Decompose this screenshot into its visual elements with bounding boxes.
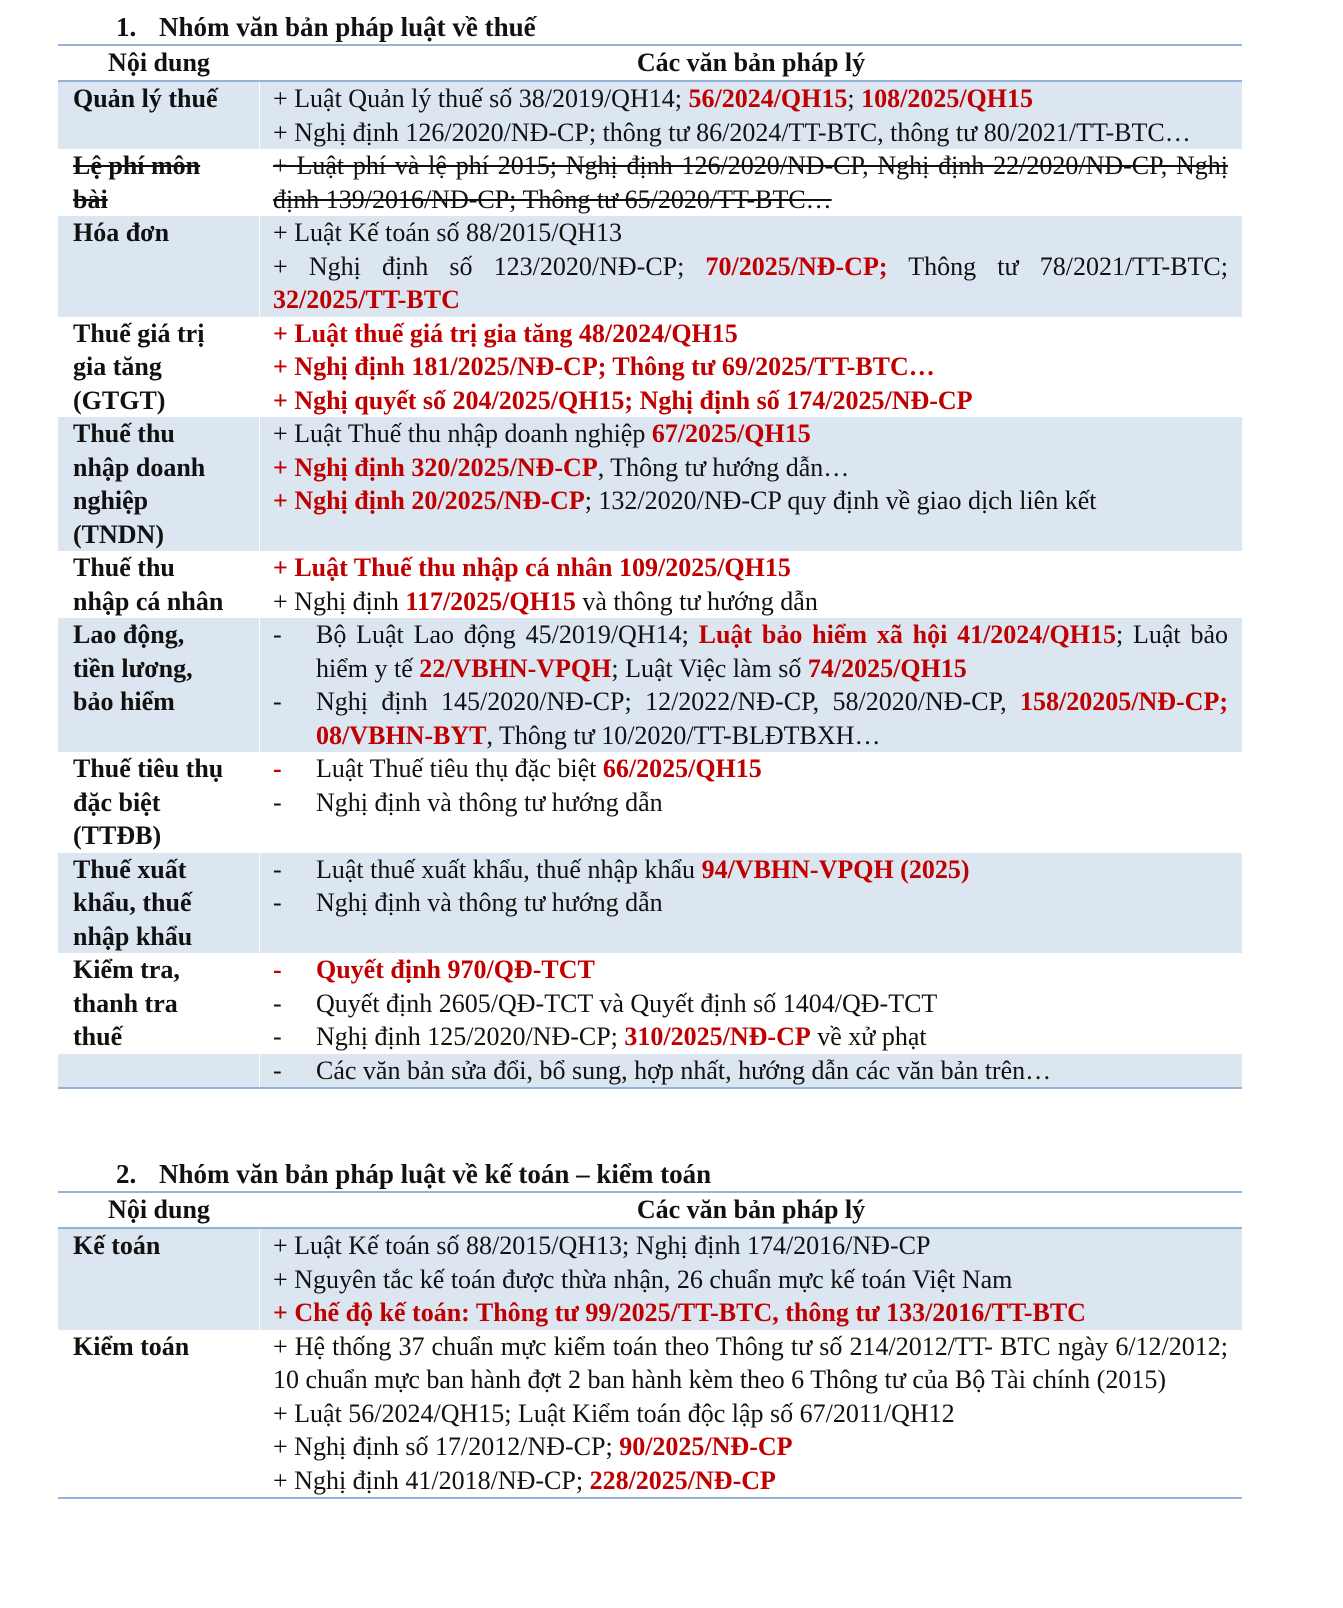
highlighted-document: + Luật Thuế thu nhập cá nhân 109/2025/QH15 [273,553,791,582]
document-text-segment: Luật thuế xuất khẩu, thuế nhập khẩu [316,854,702,884]
row-label-line: đặc biệt [73,787,161,817]
bullet-dash: - [273,687,282,716]
bullet-dash: - [273,787,282,817]
document-item [273,1263,1228,1297]
bullet-dash: - [273,754,282,783]
document-item [273,451,1228,485]
highlighted-document: 310/2025/NĐ-CP [624,1022,811,1051]
highlighted-document: 32/2025/TT-BTC [273,285,460,314]
row-label-line: tiền lương, [73,653,193,683]
row-label-line: Thuế thu [73,553,175,582]
row-documents [260,1054,1242,1088]
highlighted-document: 66/2025/QH15 [602,754,762,783]
document-text-segment: ; Luật bảo hiểm y tế [316,620,1228,683]
document-item [273,853,1228,887]
document-item [273,551,1228,585]
highlighted-document: 108/2025/QH15 [861,84,1034,113]
bullet-dash: - [273,1022,282,1051]
document-text-segment: + Luật Quản lý thuế số 38/2019/QH14; [273,84,689,113]
table-header [58,46,1242,82]
table-row [58,953,1242,1054]
row-label [58,82,260,149]
document-item [273,82,1228,116]
tax-law-section [58,10,1242,1089]
document-text-segment: Quyết định 2605/QĐ-TCT và Quyết định số 1404/QĐ-TCT [316,988,938,1018]
row-label [58,149,260,216]
row-label [58,551,260,618]
table-row [58,1330,1242,1500]
bullet-dash: - [273,1055,282,1085]
document-item [273,384,1228,418]
row-label-line: thanh tra [73,988,178,1018]
document-item [273,618,1228,685]
row-documents [260,82,1242,149]
table-row [58,317,1242,418]
document-text-segment: Nghị định và thông tư hướng dẫn [316,888,663,917]
row-label [58,953,260,1054]
highlighted-document: 74/2025/QH15 [807,653,967,683]
document-item [273,1296,1228,1330]
row-label-line: nhập cá nhân [73,586,224,616]
document-item [273,216,1228,250]
document-text-segment: Luật Thuế tiêu thụ đặc biệt [316,754,603,783]
row-documents [260,551,1242,618]
highlighted-document: + Nghị định 320/2025/NĐ-CP [273,452,598,482]
row-label-line: khẩu, thuế [73,888,192,917]
highlighted-document: 158/20205/NĐ-CP; 08/VBHN-BYT [316,687,1228,750]
row-label-line: bài [73,184,108,214]
row-label-line: nghiệp [73,486,149,515]
bullet-dash: - [273,854,282,884]
table-row [58,618,1242,752]
document-text-segment: ; [847,84,862,113]
row-documents [260,853,1242,954]
header-content: Nội dung [108,48,210,77]
row-label-line: nhập khẩu [73,921,193,951]
row-label [58,853,260,954]
document-text-segment: + Luật Kế toán số 88/2015/QH13 [273,218,623,247]
accounting-audit-law-section [58,1157,1242,1499]
row-label-line: bảo hiểm [73,687,175,716]
bullet-dash: - [273,988,282,1018]
document-text-segment: Nghị định 145/2020/NĐ-CP; 12/2022/NĐ-CP, 58/2020/NĐ-CP, [316,687,1021,716]
document-text-segment: + Nghị định số 17/2012/NĐ-CP; [273,1432,620,1461]
row-documents [260,752,1242,853]
row-label-line: Thuế tiêu thụ [73,754,224,783]
document-text [316,685,1228,752]
document-item [273,1330,1228,1397]
document-text [316,1054,1228,1088]
document-text-segment: , Thông tư hướng dẫn… [597,452,850,482]
document-item [273,585,1228,619]
document-item [273,484,1228,518]
row-label [58,618,260,752]
row-label [58,216,260,317]
row-label-line: Quản lý thuế [73,84,218,113]
section-title-text: Nhóm văn bản pháp luật về thuế [159,12,536,42]
table-row [58,1229,1242,1330]
document-text-segment: Nghị định và thông tư hướng dẫn [316,787,663,817]
document-item [273,786,1228,820]
document-item [273,1054,1228,1088]
document-item [273,953,1228,987]
header-content: Nội dung [108,1195,210,1224]
table-row [58,853,1242,954]
highlighted-document: 70/2025/NĐ-CP; [705,251,888,281]
header-legal-documents: Các văn bản pháp lý [636,1195,866,1224]
highlighted-document: Quyết định 970/QĐ-TCT [316,955,595,984]
highlighted-document: Luật bảo hiểm xã hội 41/2024/QH15 [698,620,1116,649]
document-text-segment: + Luật Thuế thu nhập doanh nghiệp [273,419,652,448]
document-text-segment: ; Luật Việc làm số [611,653,808,683]
highlighted-document: 90/2025/NĐ-CP [619,1432,793,1461]
row-label-line: Thuế thu [73,419,175,448]
row-documents [260,417,1242,551]
row-label-line: (TNDN) [73,519,164,549]
table-header [58,1193,1242,1229]
document-item [273,116,1228,150]
highlighted-document: 67/2025/QH15 [651,419,811,448]
section-number: 1. [116,12,137,42]
document-item [273,1430,1228,1464]
row-label [58,317,260,418]
row-label-line: Kiểm toán [73,1331,190,1361]
table-row [58,216,1242,317]
row-label [58,1330,260,1498]
row-documents [260,1330,1242,1498]
document-text [316,886,1228,920]
document-text-segment: + Luật 56/2024/QH15; Luật Kiểm toán độc lập số 67/2011/QH12 [273,1398,955,1428]
document-text-segment: + Nghị định 126/2020/NĐ-CP; thông tư 86/2024/TT-BTC, thông tư 80/2021/TT-BTC… [273,117,1191,147]
document-text-segment: + Hệ thống 37 chuẩn mực kiểm toán theo Thông tư số 214/2012/TT- BTC ngày 6/12/2012; 10 chuẩn mực ban hành đợt 2 ban hành kèm theo 6 Thông tư của Bộ Tài chính (2015) [273,1331,1228,1394]
document-text-segment: + Nghị định số 123/2020/NĐ-CP; [273,251,706,281]
highlighted-document: + Nghị quyết số 204/2025/QH15; Nghị định số 174/2025/NĐ-CP [273,385,973,415]
document-text [316,786,1228,820]
document-text-segment: Các văn bản sửa đổi, bổ sung, hợp nhất, hướng dẫn các văn bản trên… [316,1055,1052,1085]
section-number: 2. [116,1159,137,1189]
document-text [316,1020,1228,1054]
header-legal-documents: Các văn bản pháp lý [636,48,866,77]
document-item [273,1464,1228,1498]
table-row [58,82,1242,149]
row-label-line: Lệ phí môn [73,151,201,180]
document-text-segment: Thông tư 78/2021/TT-BTC; [887,251,1228,281]
row-label-line: Lao động, [73,620,185,649]
document-item [273,685,1228,752]
row-documents [260,149,1242,216]
document-item [273,317,1228,351]
row-documents [260,618,1242,752]
table-row [58,417,1242,551]
row-label-line: Kế toán [73,1231,161,1260]
row-label-line: Thuế xuất [73,854,187,884]
bullet-dash: - [273,955,282,984]
row-documents [260,317,1242,418]
document-text [316,752,1228,786]
document-item [273,987,1228,1021]
section-title [58,1157,1242,1193]
row-label-line: Kiểm tra, [73,955,180,984]
table-row [58,1054,1242,1090]
highlighted-document: + Nghị định 20/2025/NĐ-CP [273,486,585,515]
row-label-line: nhập doanh [73,452,206,482]
highlighted-document: 94/VBHN-VPQH (2025) [701,854,970,884]
highlighted-document: 22/VBHN-VPQH [419,653,612,683]
row-label-line: gia tăng [73,352,162,381]
document-text [316,987,1228,1021]
document-item [273,417,1228,451]
row-label-line: thuế [73,1022,123,1051]
highlighted-document: + Nghị định 181/2025/NĐ-CP; Thông tư 69/2025/TT-BTC… [273,352,935,381]
section-title-text: Nhóm văn bản pháp luật về kế toán – kiểm toán [159,1159,712,1189]
row-label-line: (GTGT) [73,385,166,415]
document-text-segment: và thông tư hướng dẫn [575,586,818,616]
document-item [273,752,1228,786]
row-documents [260,1229,1242,1330]
row-label [58,1054,260,1088]
document-item [273,1020,1228,1054]
document-item [273,886,1228,920]
document-text-segment: + Luật phí và lệ phí 2015; Nghị định 126/2020/NĐ-CP, Nghị định 22/2020/NĐ-CP, Nghị định 139/2016/NĐ-CP; Thông tư 65/2020/TT-BTC… [273,151,1228,214]
highlighted-document: 117/2025/QH15 [405,586,576,616]
section-title [58,10,1242,46]
highlighted-document: 56/2024/QH15 [688,84,848,113]
bullet-dash: - [273,620,282,649]
document-text-segment: + Nghị định [273,586,406,616]
document-text-segment: Bộ Luật Lao động 45/2019/QH14; [316,620,699,649]
table-row [58,551,1242,618]
document-text [316,953,1228,987]
document-item [273,250,1228,317]
document-text [316,618,1228,685]
document-item [273,1397,1228,1431]
row-documents [260,216,1242,317]
row-label [58,752,260,853]
row-label-line: Thuế giá trị [73,318,205,348]
table-row [58,752,1242,853]
document-text-segment: , Thông tư 10/2020/TT-BLĐTBXH… [486,720,881,750]
document-text-segment: Nghị định 125/2020/NĐ-CP; [316,1022,625,1051]
row-label-line: (TTĐB) [73,821,162,850]
highlighted-document: + Chế độ kế toán: Thông tư 99/2025/TT-BTC, thông tư 133/2016/TT-BTC [273,1298,1086,1327]
document-text-segment: + Nguyên tắc kế toán được thừa nhận, 26 chuẩn mực kế toán Việt Nam [273,1264,1013,1294]
row-label [58,1229,260,1330]
document-text-segment: về xử phạt [810,1022,927,1051]
highlighted-document: 228/2025/NĐ-CP [589,1465,776,1495]
document-text-segment: ; 132/2020/NĐ-CP quy định về giao dịch liên kết [584,486,1097,515]
row-label-line: Hóa đơn [73,218,170,247]
document-text [316,853,1228,887]
document-item [273,350,1228,384]
highlighted-document: + Luật thuế giá trị gia tăng 48/2024/QH15 [273,318,738,348]
row-label [58,417,260,551]
bullet-dash: - [273,888,282,917]
document-text-segment: + Luật Kế toán số 88/2015/QH13; Nghị định 174/2016/NĐ-CP [273,1231,931,1260]
document-text-segment: + Nghị định 41/2018/NĐ-CP; [273,1465,590,1495]
document-item [273,149,1228,216]
row-documents [260,953,1242,1054]
table-row [58,149,1242,216]
document-item [273,1229,1228,1263]
